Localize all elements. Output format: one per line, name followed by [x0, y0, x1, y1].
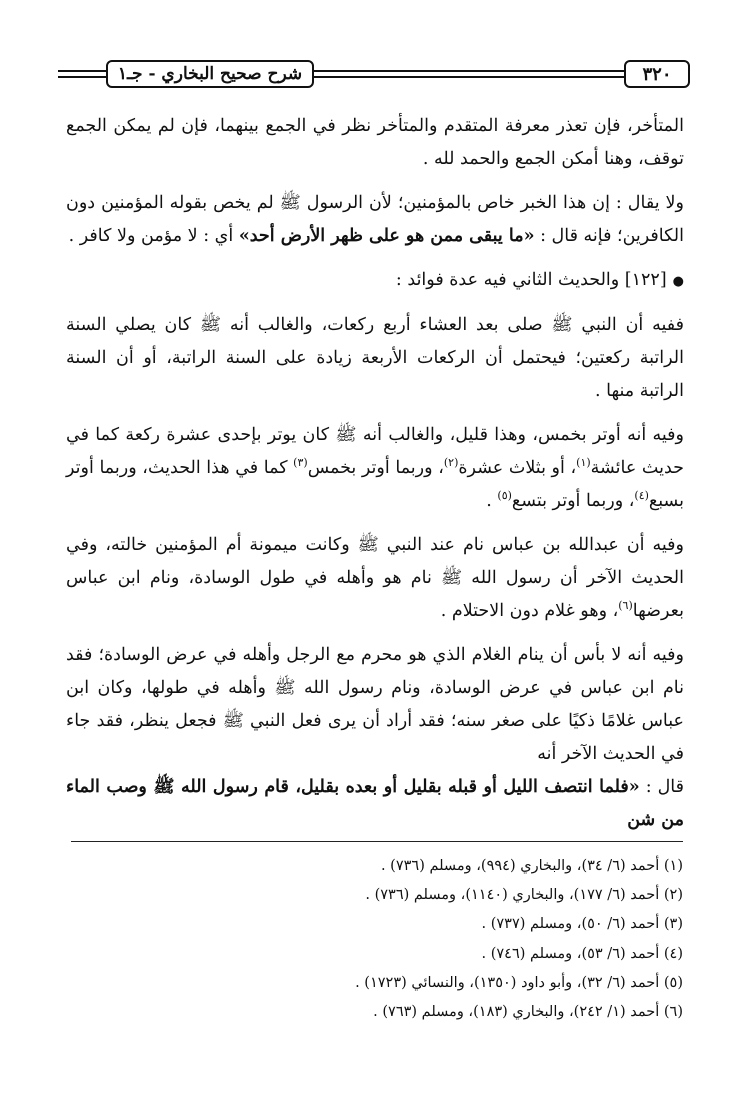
- paragraph-2-text-a: ولا يقال : إن هذا الخبر خاص بالمؤمنين؛ لأن الرسول ﷺ لم يخص بقوله المؤمنين دون الكافرين؛ فإنه قال :: [66, 193, 684, 246]
- main-text: [66, 110, 684, 837]
- footnote-4: (٤) أحمد (٦/ ٥٣)، ومسلم (٧٤٦) .: [481, 945, 683, 962]
- footnote-ref-6[interactable]: (٦): [618, 599, 633, 613]
- paragraph-5-text-e: ، وربما أوتر بتسع: [511, 491, 635, 511]
- paragraph-5-text-b: ، أو بثلاث عشرة: [458, 458, 577, 478]
- paragraph-4: ففيه أن النبي ﷺ صلى بعد العشاء أربع ركعات، والغالب أنه ﷺ كان يصلي السنة الراتبة ركعتين؛ فيحتمل أن الركعات الأربعة زيادة على السنة الراتبة، أو أن السنة الراتبة منها .: [66, 315, 684, 401]
- hadith-quote-1: «ما يبقى ممن هو على ظهر الأرض أحد»: [238, 226, 535, 246]
- paragraph-6-text-a: وفيه أن عبدالله بن عباس نام عند النبي ﷺ وكانت ميمونة أم المؤمنين خالته، وفي الحديث الآخر أن رسول الله ﷺ نام هو وأهله في طول الوسادة، ونام ابن عباس بعرضها: [66, 535, 684, 621]
- paragraph-5-text-f: .: [486, 491, 498, 511]
- footnote-ref-5[interactable]: (٥): [497, 489, 512, 503]
- footnote-3: (٣) أحمد (٦/ ٥٠)، ومسلم (٧٣٧) .: [481, 916, 683, 933]
- paragraph-5-text-a: وفيه أنه أوتر بخمس، وهذا قليل، والغالب أنه ﷺ كان يوتر بإحدى عشرة ركعة كما في حديث عائشة: [66, 425, 684, 478]
- paragraph-7: وفيه أنه لا بأس أن ينام الغلام الذي هو محرم مع الرجل وأهله في عرض الوسادة؛ فقد نام ابن عباس في عرض الوسادة، ونام رسول الله ﷺ وأهله في طولها، وكان ابن عباس غلامًا ذكيًا على صغر سنه؛ فقد أراد أن يرى فعل النبي ﷺ فجعل ينظر، فقد جاء في الحديث الآخر أنه: [66, 645, 684, 764]
- footnote-2: (٢) أحمد (٦/ ١٧٧)، والبخاري (١١٤٠)، ومسلم (٧٣٦) .: [365, 887, 683, 904]
- footnote-ref-2[interactable]: (٢): [443, 456, 459, 470]
- paragraph-2-text-b: أي : لا مؤمن ولا كافر .: [68, 226, 239, 246]
- paragraph-5-text-d: كما في هذا الحديث، وربما أوتر بسبع: [66, 458, 684, 511]
- hadith-quote-2: «فلما انتصف الليل أو قبله بقليل أو بعده بقليل، قام رسول الله ﷺ وصب الماء من شن: [66, 777, 684, 830]
- footnote-1: (١) أحمد (٦/ ٣٤)، والبخاري (٩٩٤)، ومسلم (٧٣٦) .: [380, 858, 683, 874]
- paragraph-1: المتأخر، فإن تعذر معرفة المتقدم والمتأخر نظر في الجمع بينهما، فإن لم يمكن الجمع توقف، وهنا أمكن الجمع والحمد لله .: [66, 116, 684, 169]
- bullet-icon: ●: [672, 274, 684, 289]
- paragraph-6: [66, 529, 684, 628]
- page-number: ٣٢٠: [624, 60, 690, 88]
- footnote-ref-1[interactable]: (١): [576, 456, 591, 470]
- footnote-ref-3[interactable]: (٣): [293, 456, 308, 470]
- paragraph-3-text: [١٢٢] والحديث الثاني فيه عدة فوائد :: [395, 270, 667, 290]
- footnote-separator: [71, 841, 683, 842]
- footnotes-list: [65, 852, 683, 1027]
- paragraph-3: [66, 264, 684, 298]
- footnote-5: (٥) أحمد (٦/ ٣٢)، وأبو داود (١٣٥٠)، والنسائي (١٧٢٣) .: [355, 974, 683, 991]
- running-header: [58, 58, 690, 92]
- paragraph-8-text-a: قال :: [639, 777, 684, 797]
- paragraph-5-text-c: ، وربما أوتر بخمس: [307, 458, 444, 478]
- paragraph-2: [66, 187, 684, 253]
- paragraph-5: [66, 419, 684, 518]
- paragraph-6-text-b: ، وهو غلام دون الاحتلام .: [440, 601, 619, 621]
- footnote-6: (٦) أحمد (١/ ٢٤٢)، والبخاري (١٨٣)، ومسلم (٧٦٣) .: [373, 1004, 683, 1021]
- paragraph-8: [66, 771, 684, 837]
- running-title: شرح صحيح البخاري - جـ١: [106, 60, 314, 88]
- footnote-ref-4[interactable]: (٤): [634, 489, 649, 503]
